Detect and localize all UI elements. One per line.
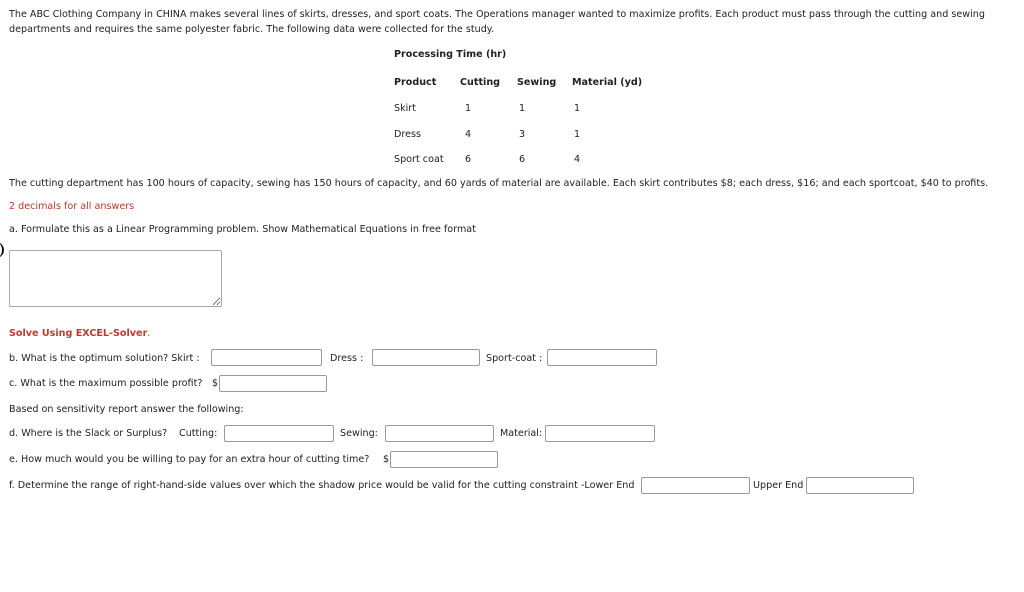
left-edge-marker	[0, 242, 4, 258]
profit-currency: $	[212, 378, 219, 389]
question-a-text: a. Formulate this as a Linear Programming problem. Show Mathematical Equations in free format	[9, 224, 476, 235]
cutting-slack-input[interactable]	[224, 425, 334, 442]
sportcoat-label: Sport-coat :	[486, 353, 543, 364]
cutting-price-currency: $	[383, 454, 390, 465]
material-label: Material:	[500, 428, 543, 439]
material-slack-input[interactable]	[545, 425, 655, 442]
cell-material: 4	[574, 154, 581, 166]
skirt-input[interactable]	[211, 349, 322, 366]
sewing-slack-input[interactable]	[385, 425, 494, 442]
table-title: Processing Time (hr)	[394, 49, 507, 60]
solver-label: Solve Using EXCEL-Solver	[9, 328, 148, 339]
solver-period: .	[147, 328, 151, 339]
cutting-price-input[interactable]	[390, 451, 498, 468]
cutting-label: Cutting:	[179, 428, 218, 439]
solver-heading	[9, 328, 150, 339]
cell-sewing: 1	[519, 103, 526, 115]
dress-label: Dress :	[330, 353, 364, 364]
profit-input[interactable]	[219, 375, 327, 392]
header-cutting: Cutting	[460, 77, 501, 89]
sensitivity-text: Based on sensitivity report answer the following:	[9, 404, 244, 415]
table-row	[388, 96, 654, 122]
cell-cutting: 4	[465, 128, 472, 140]
cell-sewing: 6	[519, 154, 526, 166]
cell-cutting: 1	[465, 103, 472, 115]
header-material: Material (yd)	[572, 77, 643, 89]
lower-end-input[interactable]	[641, 477, 750, 494]
upper-end-input[interactable]	[806, 477, 914, 494]
table-header-row	[388, 70, 654, 96]
capacity-paragraph: The cutting department has 100 hours of capacity, sewing has 150 hours of capacity, and 60 yards of material are available. Each skirt contributes $8; each dress, $16; and each sportcoat, $40 to profits.	[9, 178, 989, 189]
sportcoat-input[interactable]	[547, 349, 657, 366]
cell-sewing: 3	[519, 128, 526, 140]
processing-time-table	[388, 70, 654, 173]
cell-product: Dress	[394, 128, 422, 140]
cell-material: 1	[574, 103, 581, 115]
dress-input[interactable]	[372, 349, 480, 366]
formulation-textarea[interactable]	[9, 250, 222, 307]
table-row	[388, 147, 654, 173]
sewing-label: Sewing:	[340, 428, 378, 439]
upper-end-label: Upper End	[753, 480, 804, 491]
intro-paragraph: The ABC Clothing Company in CHINA makes several lines of skirts, dresses, and sport coats. The Operations manager wanted to maximize profits. Each product must pass through the cutting and sewing departments and requires the same polyester fabric. The following data were collected for the study.	[9, 9, 985, 35]
cell-product: Skirt	[394, 103, 417, 115]
decimals-note: 2 decimals for all answers	[9, 201, 135, 212]
question-b-text: b. What is the optimum solution? Skirt :	[9, 353, 200, 364]
question-d-text: d. Where is the Slack or Surplus?	[9, 428, 168, 439]
header-sewing: Sewing	[517, 77, 557, 89]
header-product: Product	[394, 77, 437, 89]
cell-cutting: 6	[465, 154, 472, 166]
question-f-text: f. Determine the range of right-hand-side values over which the shadow price would be valid for the cutting constraint -Lower End	[9, 480, 635, 491]
table-row	[388, 121, 654, 147]
cell-material: 1	[574, 128, 581, 140]
question-e-text: e. How much would you be willing to pay for an extra hour of cutting time?	[9, 454, 370, 465]
question-c-text: c. What is the maximum possible profit?	[9, 378, 203, 389]
cell-product: Sport coat	[394, 154, 444, 166]
